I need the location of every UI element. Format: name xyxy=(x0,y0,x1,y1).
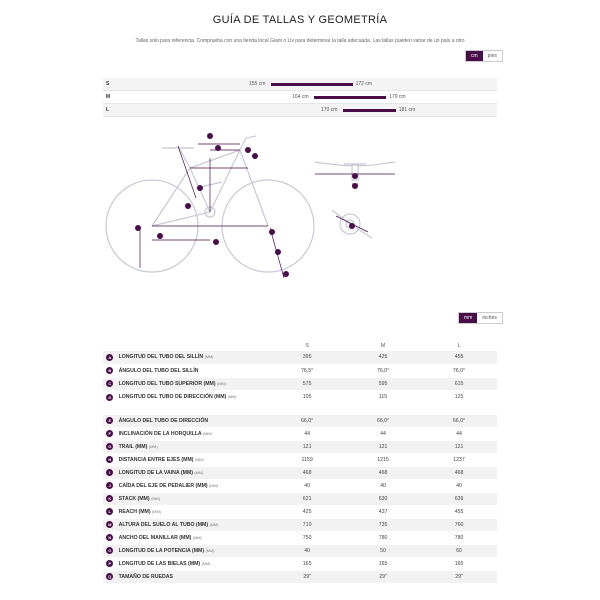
cell-s: 66,0° xyxy=(269,414,345,427)
row-unit: (MM) xyxy=(227,394,237,399)
cell-l: 639 xyxy=(421,492,497,505)
row-label: CAÍDA DEL EJE DE PEDALIER (MM) xyxy=(118,482,208,489)
row-label-cell xyxy=(117,518,270,531)
row-label-cell xyxy=(117,531,270,544)
row-label-cell xyxy=(117,364,270,377)
row-label: ALTURA DEL SUELO AL TUBO (MM) xyxy=(118,521,209,528)
row-badge: P xyxy=(106,560,113,567)
cell-l: 125 xyxy=(421,390,497,414)
badge-cell xyxy=(103,414,117,427)
cell-s: 750 xyxy=(269,531,345,544)
row-label: LONGITUD DE LA POTENCIA (MM) xyxy=(118,547,205,554)
cell-m: 40 xyxy=(345,479,421,492)
row-label: LONGITUD DE LAS BIELAS (MM) xyxy=(118,560,201,567)
geometry-table xyxy=(103,340,497,584)
row-badge: N xyxy=(106,534,113,541)
size-unit-toggle xyxy=(465,50,503,62)
row-label-cell xyxy=(117,479,270,492)
cell-l: 455 xyxy=(421,351,497,364)
cell-l: 60 xyxy=(421,544,497,557)
row-label-cell xyxy=(117,505,270,518)
row-label-cell xyxy=(117,440,270,453)
cell-m: 29" xyxy=(345,570,421,583)
row-badge: L xyxy=(106,508,113,515)
cell-s: 44 xyxy=(269,427,345,440)
cell-s: 40 xyxy=(269,544,345,557)
row-unit: (MM) xyxy=(194,457,204,462)
badge-column-header xyxy=(103,340,117,351)
row-badge: K xyxy=(106,495,113,502)
size-max-label: 179 cm xyxy=(389,94,406,100)
cell-s: 105 xyxy=(269,390,345,414)
table-row xyxy=(103,390,497,414)
cell-m: 425 xyxy=(345,351,421,364)
row-label: DISTANCIA ENTRE EJES (MM) xyxy=(118,456,194,463)
badge-cell xyxy=(103,377,117,390)
bike-geometry-diagram xyxy=(100,128,500,288)
cell-s: 621 xyxy=(269,492,345,505)
row-label-cell xyxy=(117,453,270,466)
geometry-unit-toggle xyxy=(458,312,503,324)
row-badge: H xyxy=(106,456,113,463)
row-badge: D xyxy=(106,394,113,401)
badge-cell xyxy=(103,466,117,479)
row-label: ÁNGULO DEL TUBO DEL SILLÍN xyxy=(118,367,199,374)
badge-cell xyxy=(103,479,117,492)
table-row xyxy=(103,479,497,492)
badge-cell xyxy=(103,440,117,453)
column-header-l: L xyxy=(421,340,497,351)
row-label-cell xyxy=(117,557,270,570)
cell-l: 615 xyxy=(421,377,497,390)
table-row xyxy=(103,414,497,427)
row-badge: F xyxy=(106,430,113,437)
unit-cm-button[interactable]: cm xyxy=(466,51,483,61)
row-label: LONGITUD DE LA VAINA (MM) xyxy=(118,469,194,476)
unit-inches-button[interactable]: inches xyxy=(477,313,501,323)
row-badge: A xyxy=(106,354,113,361)
table-row xyxy=(103,427,497,440)
cell-m: 735 xyxy=(345,518,421,531)
row-unit: (MM) xyxy=(205,548,215,553)
badge-cell xyxy=(103,531,117,544)
badge-cell xyxy=(103,570,117,583)
cell-l: 76,0° xyxy=(421,364,497,377)
cell-m: 76,0° xyxy=(345,364,421,377)
row-unit: (MM) xyxy=(209,483,218,488)
row-unit: (MM) xyxy=(151,496,160,501)
row-label: STACK (MM) xyxy=(118,495,150,502)
cell-s: 165 xyxy=(269,557,345,570)
badge-cell xyxy=(103,351,117,364)
size-range-bar xyxy=(314,96,386,99)
size-range-bar xyxy=(271,83,353,86)
row-badge: O xyxy=(108,548,112,553)
row-label-cell xyxy=(117,544,270,557)
table-row xyxy=(103,453,497,466)
table-row xyxy=(103,518,497,531)
row-label-cell xyxy=(117,377,270,390)
row-label: TAMAÑO DE RUEDAS xyxy=(118,573,173,580)
cell-s: 1159 xyxy=(269,453,345,466)
row-unit: (MM) xyxy=(152,509,161,514)
badge-cell xyxy=(103,518,117,531)
row-unit: (MM) xyxy=(202,431,212,436)
row-badge: E xyxy=(106,417,113,424)
cell-s: 76,5° xyxy=(269,364,345,377)
row-badge: I xyxy=(106,469,113,476)
badge-cell xyxy=(103,453,117,466)
column-header-s: S xyxy=(269,340,345,351)
badge-cell xyxy=(103,390,117,414)
cell-m: 44 xyxy=(345,427,421,440)
size-note: Tallas solo para referencia. Comprueba con una tienda local Giant o Liv para determinar la talla adecuada. Las tallas pueden variar de un país a otro xyxy=(135,38,465,44)
row-unit: (MM) xyxy=(209,522,219,527)
cell-l: 165 xyxy=(421,557,497,570)
table-row xyxy=(103,531,497,544)
cell-m: 165 xyxy=(345,557,421,570)
cell-s: 395 xyxy=(269,351,345,364)
row-badge: G xyxy=(108,444,112,449)
cell-s: 425 xyxy=(269,505,345,518)
row-label: LONGITUD DEL TUBO SUPERIOR (MM) xyxy=(118,380,216,387)
row-label: LONGITUD DEL TUBO DEL SILLÍN xyxy=(118,354,204,361)
row-label-cell xyxy=(117,466,270,479)
cell-l: 66,0° xyxy=(421,414,497,427)
size-max-label: 181 cm xyxy=(398,107,416,113)
table-row xyxy=(103,544,497,557)
size-row xyxy=(103,104,497,117)
badge-cell xyxy=(103,364,117,377)
cell-m: 630 xyxy=(345,492,421,505)
size-min-label: 155 cm xyxy=(249,81,266,87)
cell-s: 40 xyxy=(269,479,345,492)
size-row xyxy=(103,91,497,104)
row-badge: C xyxy=(106,380,113,387)
cell-l: 121 xyxy=(421,440,497,453)
cell-m: 66,0° xyxy=(345,414,421,427)
row-label: ANCHO DEL MANILLAR (MM) xyxy=(118,534,192,541)
cell-m: 468 xyxy=(345,466,421,479)
badge-cell xyxy=(103,492,117,505)
row-label: INCLINACIÓN DE LA HORQUILLA xyxy=(118,430,202,437)
row-label: TRAIL (MM) xyxy=(118,443,148,450)
cell-s: 468 xyxy=(269,466,345,479)
table-row xyxy=(103,377,497,390)
cell-m: 121 xyxy=(345,440,421,453)
cell-l: 760 xyxy=(421,518,497,531)
size-letter: M xyxy=(106,94,111,100)
size-chart xyxy=(103,78,497,117)
badge-cell xyxy=(103,427,117,440)
cell-l: 780 xyxy=(421,531,497,544)
row-unit: (MM) xyxy=(201,561,211,566)
table-row xyxy=(103,505,497,518)
row-unit: (MM) xyxy=(217,381,226,386)
size-min-label: 170 cm xyxy=(321,107,338,113)
cell-l: 44 xyxy=(421,427,497,440)
row-label-cell xyxy=(117,351,270,364)
cell-s: 710 xyxy=(269,518,345,531)
cell-m: 115 xyxy=(345,390,421,414)
row-unit: (MM) xyxy=(204,355,214,360)
cell-s: 575 xyxy=(269,377,345,390)
label-column-header xyxy=(117,340,270,351)
row-label-cell xyxy=(117,427,270,440)
cell-l: 1237 xyxy=(421,453,497,466)
cell-l: 468 xyxy=(421,466,497,479)
unit-mm-button[interactable]: mm xyxy=(459,313,477,323)
row-label-cell xyxy=(117,390,270,414)
row-badge: M xyxy=(108,522,112,527)
row-badge: B xyxy=(106,367,113,374)
cell-l: 455 xyxy=(421,505,497,518)
badge-cell xyxy=(103,557,117,570)
table-row xyxy=(103,440,497,453)
table-row xyxy=(103,351,497,364)
row-label-cell xyxy=(117,414,270,427)
cell-s: 29" xyxy=(269,570,345,583)
row-unit: (MM) xyxy=(192,535,202,540)
unit-pies-button[interactable]: pies xyxy=(483,51,502,61)
size-min-label: 164 cm xyxy=(292,94,309,100)
row-unit: (MM) xyxy=(148,444,158,449)
cell-l: 40 xyxy=(421,479,497,492)
row-label: ÁNGULO DEL TUBO DE DIRECCIÓN xyxy=(118,417,209,424)
table-row xyxy=(103,364,497,377)
row-label: LONGITUD DEL TUBO DE DIRECCIÓN (MM) xyxy=(118,393,227,400)
cell-m: 1215 xyxy=(345,453,421,466)
size-letter: S xyxy=(106,81,110,87)
size-max-label: 172 cm xyxy=(355,81,372,87)
cell-m: 50 xyxy=(345,544,421,557)
row-label: REACH (MM) xyxy=(118,508,151,515)
page-title: GUÍA DE TALLAS Y GEOMETRÍA xyxy=(212,14,388,26)
table-row xyxy=(103,466,497,479)
row-badge: Q xyxy=(108,574,112,579)
cell-m: 780 xyxy=(345,531,421,544)
table-row xyxy=(103,492,497,505)
cell-s: 121 xyxy=(269,440,345,453)
badge-cell xyxy=(103,544,117,557)
cell-m: 595 xyxy=(345,377,421,390)
size-letter: L xyxy=(106,107,110,113)
cell-m: 437 xyxy=(345,505,421,518)
row-unit: (MM) xyxy=(194,470,204,475)
size-range-bar xyxy=(343,109,396,112)
cell-l: 29" xyxy=(421,570,497,583)
row-label-cell xyxy=(117,492,270,505)
column-header-m: M xyxy=(345,340,421,351)
badge-cell xyxy=(103,505,117,518)
table-row xyxy=(103,570,497,583)
row-badge: J xyxy=(106,482,113,489)
table-row xyxy=(103,557,497,570)
size-row xyxy=(103,78,497,91)
row-label-cell xyxy=(117,570,270,583)
